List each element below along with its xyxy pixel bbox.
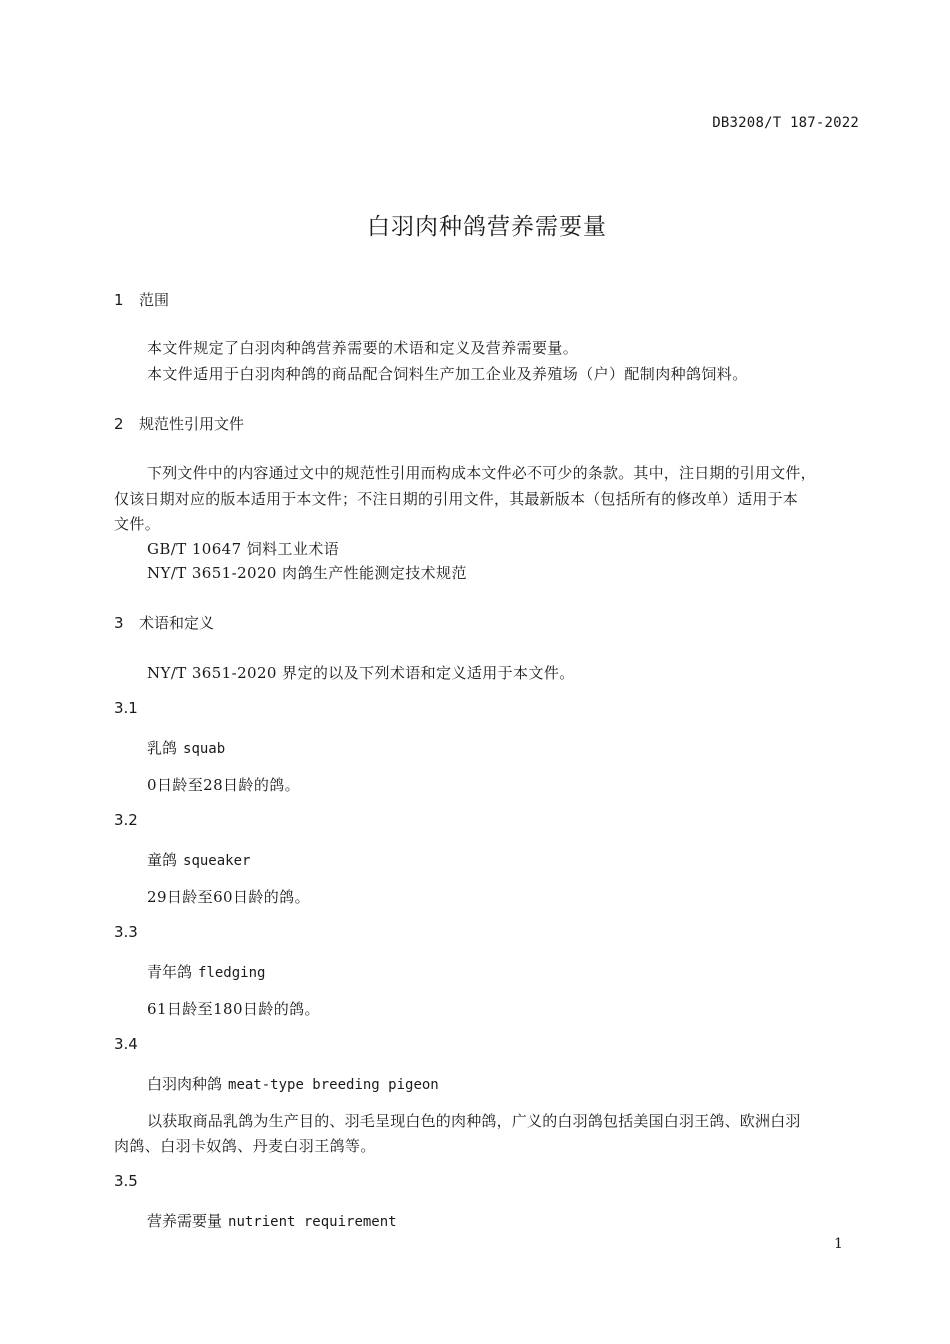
term-en: squab <box>183 741 226 757</box>
term-number: 3.3 <box>114 923 138 941</box>
document-number: DB3208/T 187-2022 <box>712 115 859 131</box>
reference-item: NY/T 3651-2020 肉鸽生产性能测定技术规范 <box>147 564 467 582</box>
section-heading-scope <box>114 289 169 310</box>
term-definition: 61日龄至180日龄的鸽。 <box>147 1000 320 1018</box>
section-title: 规范性引用文件 <box>139 415 245 433</box>
paragraph-line: 仅该日期对应的版本适用于本文件；不注日期的引用文件，其最新版本（包括所有的修改单）适用于本 <box>114 490 799 508</box>
term-en: meat-type breeding pigeon <box>228 1077 439 1093</box>
term-number: 3.2 <box>114 811 138 829</box>
term-entry <box>147 737 225 758</box>
term-zh: 乳鸽 <box>147 739 178 757</box>
term-definition: 29日龄至60日龄的鸽。 <box>147 888 310 906</box>
term-en: fledging <box>198 965 266 981</box>
paragraph: 本文件规定了白羽肉种鸽营养需要的术语和定义及营养需要量。 <box>147 339 579 357</box>
section-number: 1 <box>114 291 124 309</box>
paragraph: 本文件适用于白羽肉种鸽的商品配合饲料生产加工企业及养殖场（户）配制肉种鸽饲料。 <box>147 365 748 383</box>
paragraph-line: 下列文件中的内容通过文中的规范性引用而构成本文件必不可少的条款。其中，注日期的引用文件， <box>147 464 816 482</box>
term-number: 3.5 <box>114 1172 138 1190</box>
term-en: squeaker <box>183 853 251 869</box>
term-zh: 营养需要量 <box>147 1212 223 1230</box>
reference-item: GB/T 10647 饲料工业术语 <box>147 540 340 558</box>
term-zh: 童鸽 <box>147 851 178 869</box>
term-definition-line: 肉鸽、白羽卡奴鸽、丹麦白羽王鸽等。 <box>114 1137 376 1155</box>
term-zh: 青年鸽 <box>147 963 193 981</box>
section-title: 术语和定义 <box>139 614 215 632</box>
term-zh: 白羽肉种鸽 <box>147 1075 223 1093</box>
paragraph: NY/T 3651-2020 界定的以及下列术语和定义适用于本文件。 <box>147 664 575 682</box>
section-title: 范围 <box>139 291 170 309</box>
paragraph-line: 文件。 <box>114 515 161 533</box>
section-number: 3 <box>114 614 124 632</box>
term-entry <box>147 1210 397 1231</box>
page-number: 1 <box>834 1236 843 1252</box>
term-entry <box>147 961 265 982</box>
section-heading-normative-references <box>114 413 244 434</box>
term-en: nutrient requirement <box>228 1214 397 1230</box>
section-heading-terms-definitions <box>114 612 214 633</box>
section-number: 2 <box>114 415 124 433</box>
term-entry <box>147 849 250 870</box>
term-definition: 0日龄至28日龄的鸽。 <box>147 776 301 794</box>
document-title: 白羽肉种鸽营养需要量 <box>367 214 607 240</box>
term-number: 3.1 <box>114 699 138 717</box>
term-number: 3.4 <box>114 1035 138 1053</box>
term-definition-line: 以获取商品乳鸽为生产目的、羽毛呈现白色的肉种鸽，广义的白羽鸽包括美国白羽王鸽、欧洲白羽 <box>147 1112 801 1130</box>
term-entry <box>147 1073 439 1094</box>
